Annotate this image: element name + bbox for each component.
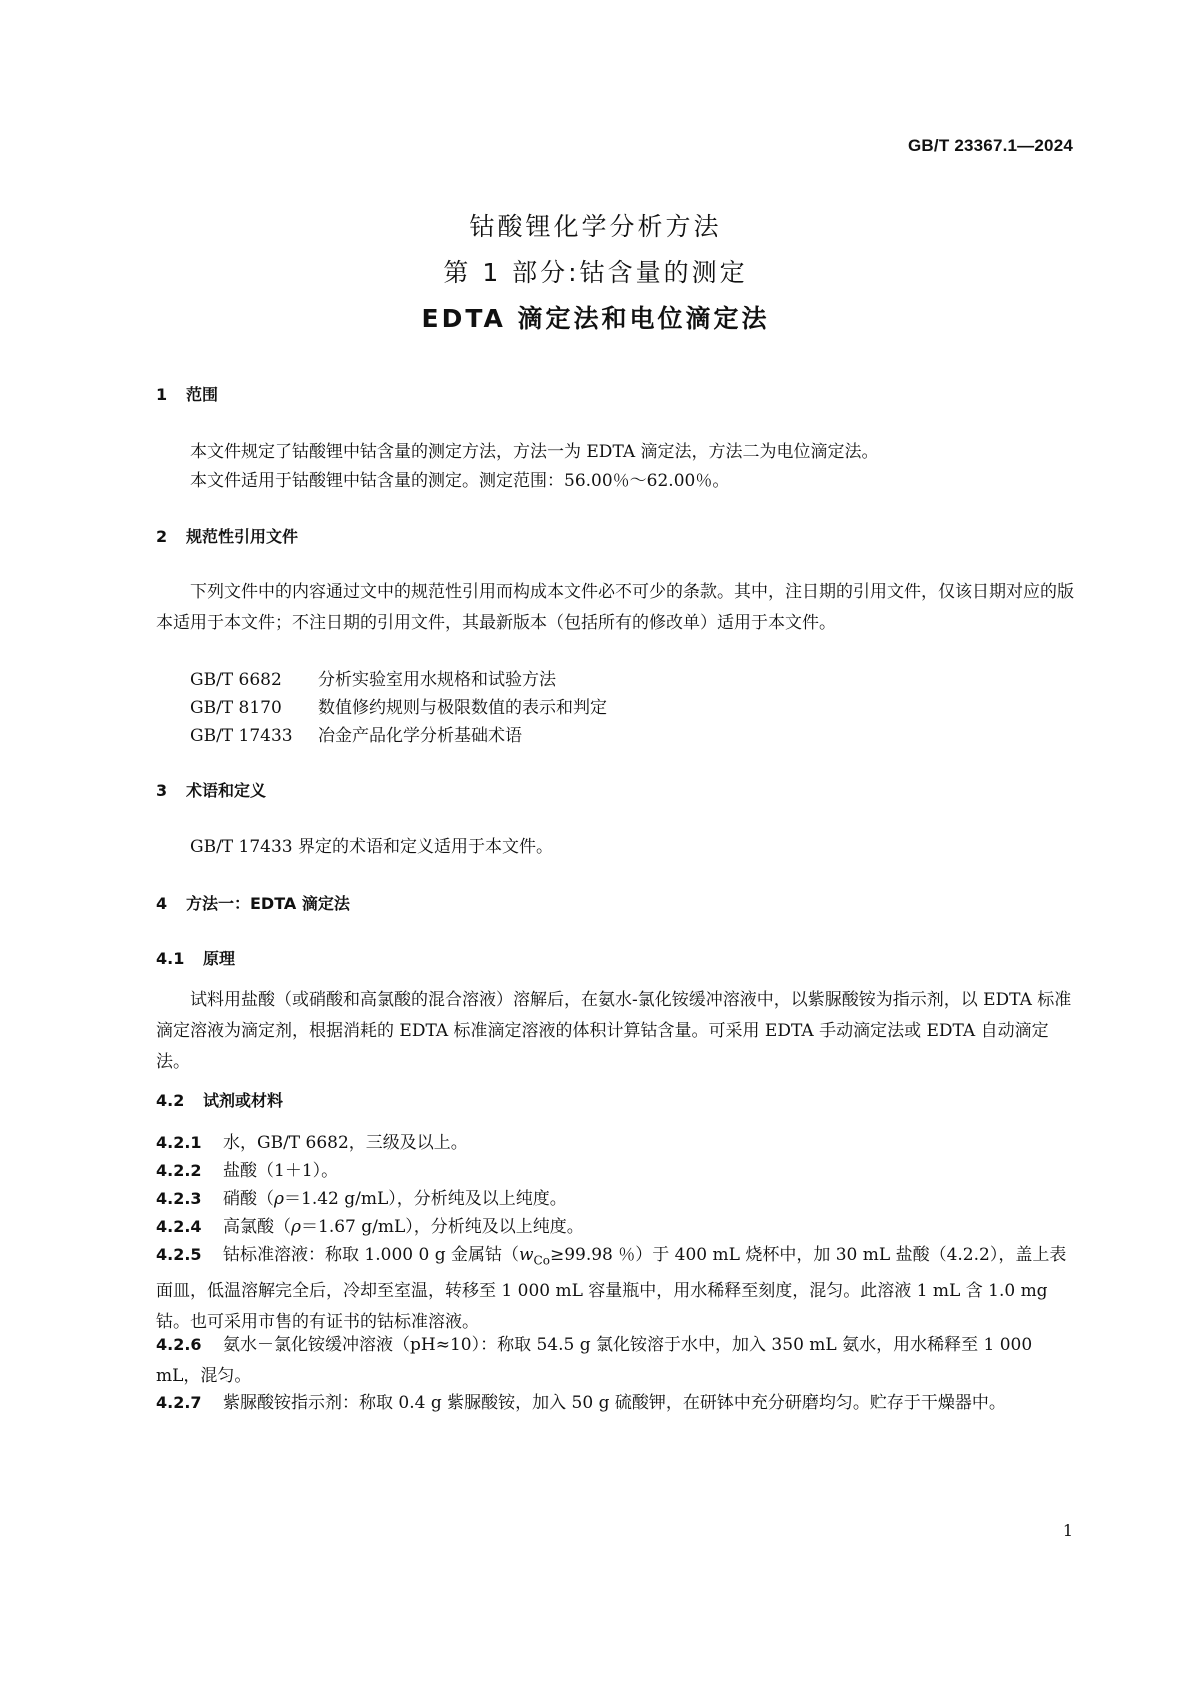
item-number: 4.2.1 bbox=[156, 1133, 202, 1152]
item-number: 4.2.6 bbox=[156, 1335, 202, 1354]
reference-code: GB/T 8170 bbox=[190, 698, 282, 718]
normative-reference bbox=[190, 665, 556, 696]
normative-reference bbox=[190, 721, 522, 752]
item-text: 氨水－氯化铵缓冲溶液（pH≈10）：称取 54.5 g 氯化铵溶于水中，加入 350 mL 氨水，用水稀释至 1 000 mL，混匀。 bbox=[156, 1335, 1033, 1386]
section-1-paragraph-2: 本文件适用于钴酸锂中钴含量的测定。测定范围：56.00％～62.00％。 bbox=[190, 471, 730, 491]
subsection-4-2-heading bbox=[156, 1088, 283, 1111]
title-line-3: EDTA 滴定法和电位滴定法 bbox=[421, 304, 770, 333]
item-number: 4.2.5 bbox=[156, 1245, 202, 1264]
item-text: 盐酸（1＋1）。 bbox=[223, 1161, 339, 1181]
section-title: 范围 bbox=[186, 385, 219, 404]
item-text: 紫脲酸铵指示剂：称取 0.4 g 紫脲酸铵，加入 50 g 硫酸钾，在研钵中充分研磨均匀。贮存于干燥器中。 bbox=[223, 1393, 1006, 1413]
title-line-1: 钴酸锂化学分析方法 bbox=[469, 212, 722, 241]
section-title: 规范性引用文件 bbox=[186, 527, 299, 546]
reference-title: 数值修约规则与极限数值的表示和判定 bbox=[318, 698, 607, 718]
subsection-number: 4.1 bbox=[156, 949, 185, 968]
item-text: 水，GB/T 6682，三级及以上。 bbox=[223, 1133, 468, 1153]
section-number: 2 bbox=[156, 527, 168, 546]
section-1-paragraph-1: 本文件规定了钴酸锂中钴含量的测定方法，方法一为 EDTA 滴定法，方法二为电位滴定法。 bbox=[190, 442, 879, 462]
normative-reference bbox=[190, 693, 607, 724]
item-text-post: ＝1.42 g/mL），分析纯及以上纯度。 bbox=[284, 1189, 567, 1209]
subsection-4-1-paragraph: 试料用盐酸（或硝酸和高氯酸的混合溶液）溶解后，在氨水-氯化铵缓冲溶液中，以紫脲酸铵为指示剂，以 EDTA 标准滴定溶液为滴定剂，根据消耗的 EDTA 标准滴定溶液的体积计算钴含量。可采用 EDTA 手动滴定法或 EDTA 自动滴定法。 bbox=[156, 990, 1072, 1072]
section-3-heading bbox=[156, 778, 266, 801]
subsection-4-1-heading bbox=[156, 946, 235, 969]
reference-code: GB/T 6682 bbox=[190, 670, 282, 690]
item-number: 4.2.2 bbox=[156, 1161, 202, 1180]
section-2-heading bbox=[156, 524, 298, 547]
reference-code: GB/T 17433 bbox=[190, 726, 293, 746]
section-4-heading bbox=[156, 891, 350, 914]
item-text-post: ≥99.98 ％）于 400 mL 烧杯中，加 30 mL 盐酸（4.2.2），盖上表面皿，低温溶解完全后，冷却至室温，转移至 1 000 mL 容量瓶中，用水稀释至刻度，混匀。此溶液 1 mL 含 1.0 mg 钴。也可采用市售的有证书的钴标准溶液。 bbox=[156, 1245, 1067, 1333]
density-symbol: ρ bbox=[291, 1217, 301, 1237]
item-number: 4.2.7 bbox=[156, 1393, 202, 1412]
page-number: 1 bbox=[1062, 1521, 1073, 1540]
item-text-pre: 硝酸（ bbox=[223, 1189, 274, 1209]
reference-title: 冶金产品化学分析基础术语 bbox=[318, 726, 522, 746]
reagent-item bbox=[156, 1387, 1078, 1419]
subsection-number: 4.2 bbox=[156, 1091, 185, 1110]
title-line-2: 第 1 部分:钴含量的测定 bbox=[443, 258, 748, 287]
section-number: 1 bbox=[156, 385, 168, 404]
item-text-post: ＝1.67 g/mL），分析纯及以上纯度。 bbox=[301, 1217, 584, 1237]
item-text-pre: 钴标准溶液：称取 1.000 0 g 金属钴（ bbox=[223, 1245, 519, 1265]
subsection-title: 试剂或材料 bbox=[203, 1091, 284, 1110]
item-text-pre: 高氯酸（ bbox=[223, 1217, 291, 1237]
density-symbol: ρ bbox=[274, 1189, 284, 1209]
mass-fraction-subscript: Co bbox=[533, 1253, 550, 1268]
section-1-heading bbox=[156, 382, 218, 405]
standard-code: GB/T 23367.1—2024 bbox=[908, 136, 1073, 155]
reagent-item bbox=[156, 1329, 1078, 1392]
reagent-item bbox=[156, 1239, 1078, 1338]
item-number: 4.2.3 bbox=[156, 1189, 202, 1208]
section-title: 方法一：EDTA 滴定法 bbox=[186, 894, 350, 913]
mass-fraction-symbol: w bbox=[518, 1245, 534, 1265]
subsection-title: 原理 bbox=[203, 949, 236, 968]
section-2-paragraph-1: 下列文件中的内容通过文中的规范性引用而构成本文件必不可少的条款。其中，注日期的引用文件，仅该日期对应的版本适用于本文件；不注日期的引用文件，其最新版本（包括所有的修改单）适用于本文件。 bbox=[156, 582, 1074, 633]
item-number: 4.2.4 bbox=[156, 1217, 202, 1236]
section-3-paragraph-1: GB/T 17433 界定的术语和定义适用于本文件。 bbox=[190, 837, 554, 857]
section-number: 4 bbox=[156, 894, 168, 913]
section-title: 术语和定义 bbox=[186, 781, 267, 800]
reference-title: 分析实验室用水规格和试验方法 bbox=[318, 670, 556, 690]
section-number: 3 bbox=[156, 781, 168, 800]
document-title bbox=[0, 204, 1191, 342]
